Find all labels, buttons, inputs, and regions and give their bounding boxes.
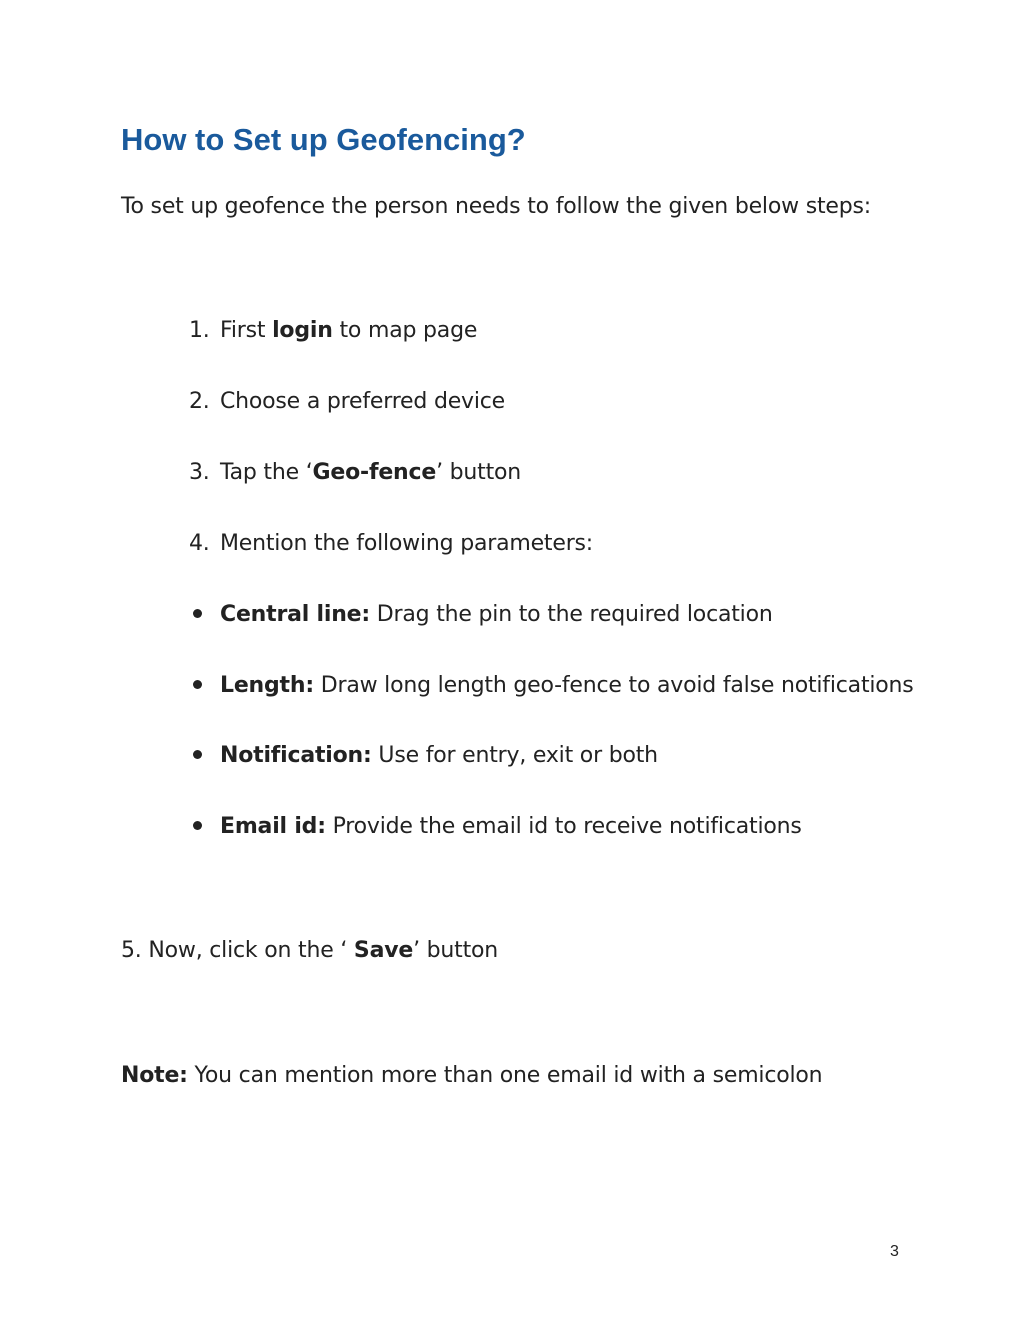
parameter-label: Central line: (220, 602, 371, 627)
bullet-icon (189, 741, 220, 771)
parameter-item (189, 671, 914, 701)
step-bold-text: Geo-fence (312, 460, 437, 485)
step-item (189, 316, 477, 346)
step-bold-text: Save (353, 938, 414, 963)
step-number: 4. (189, 531, 210, 556)
step-text: Choose a preferred device (220, 389, 506, 414)
step-five (121, 936, 498, 966)
step-number: 2. (189, 389, 210, 414)
note-label: Note: (121, 1063, 188, 1088)
parameter-text: Drag the pin to the required location (370, 602, 773, 627)
parameter-text: Use for entry, exit or both (371, 743, 658, 768)
parameter-text: Provide the email id to receive notifications (325, 814, 802, 839)
note (121, 1061, 822, 1091)
step-item (189, 387, 505, 417)
step-bold-text: login (272, 318, 333, 343)
step-item (189, 458, 521, 488)
parameter-text: Draw long length geo-fence to avoid false notifications (313, 673, 914, 698)
step-text: ’ button (436, 460, 522, 485)
step-text: ’ button (413, 938, 499, 963)
parameter-label: Length: (220, 673, 314, 698)
parameter-label: Notification: (220, 743, 372, 768)
page-number: 3 (890, 1243, 899, 1260)
step-text: Mention the following parameters: (220, 531, 594, 556)
parameter-item (189, 812, 802, 842)
step-number: 1. (189, 318, 210, 343)
page-title: How to Set up Geofencing? (121, 122, 526, 157)
step-text: Tap the ‘ (220, 460, 313, 485)
parameter-label: Email id: (220, 814, 326, 839)
parameter-item (189, 600, 773, 630)
step-text: First (220, 318, 273, 343)
intro-text: To set up geofence the person needs to follow the given below steps: (121, 194, 871, 219)
bullet-icon (189, 671, 220, 701)
step-number: 3. (189, 460, 210, 485)
step-text: 5. Now, click on the ‘ (121, 938, 354, 963)
bullet-icon (189, 812, 220, 842)
step-text: to map page (332, 318, 478, 343)
step-item (189, 529, 593, 559)
parameter-item (189, 741, 658, 771)
bullet-icon (189, 600, 220, 630)
note-text: You can mention more than one email id with a semicolon (187, 1063, 823, 1088)
